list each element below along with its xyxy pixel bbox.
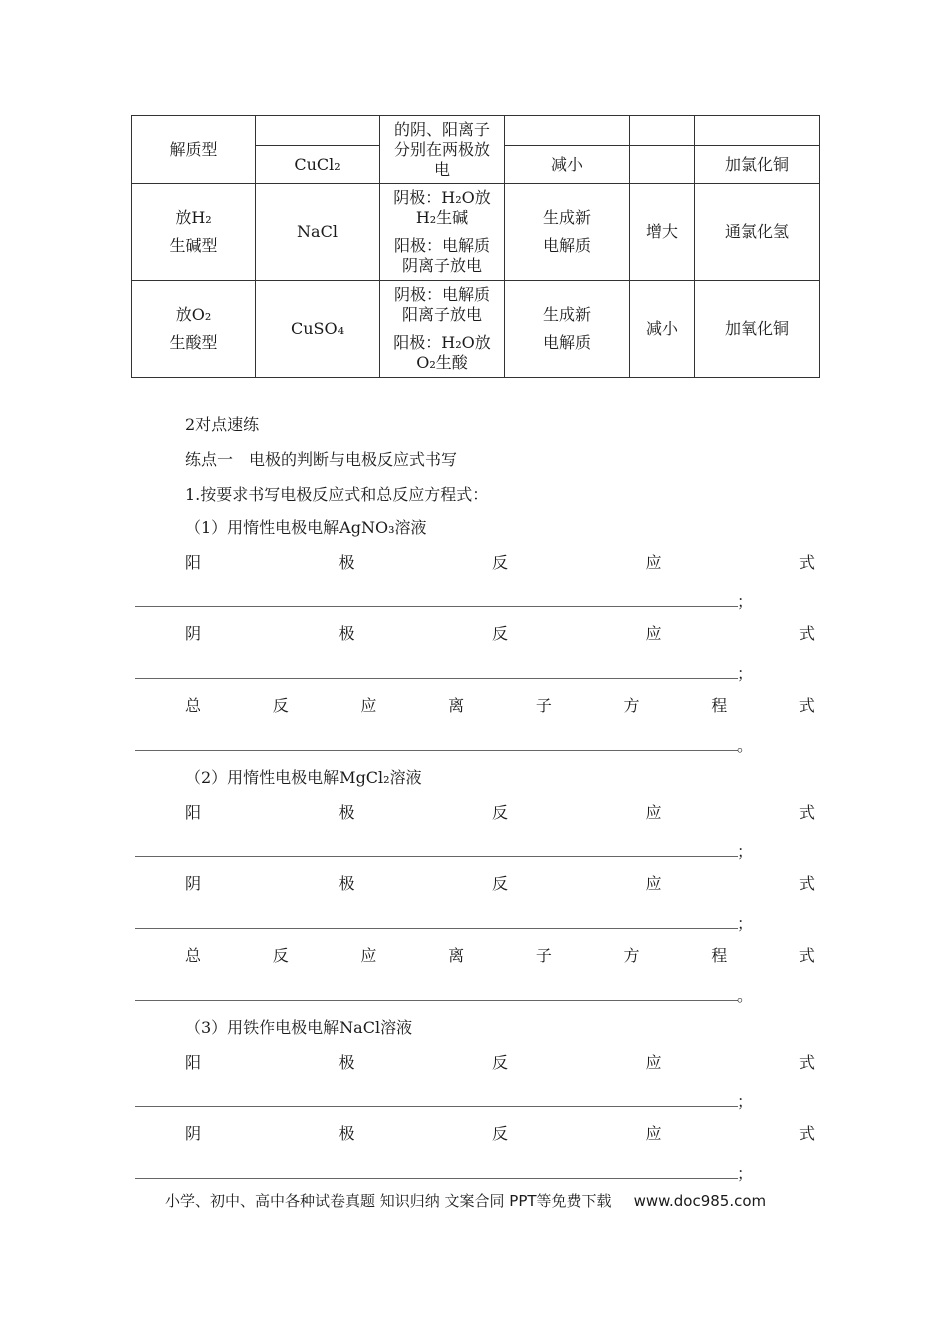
- electrolyte-cell-3: CuSO₄: [256, 281, 380, 378]
- item-label-3: （3）用铁作电极电解NaCl溶液: [185, 1018, 413, 1037]
- semicolon: ；: [737, 914, 754, 933]
- item-label-2: （2）用惰性电极电解MgCl₂溶液: [185, 768, 422, 787]
- footer: [165, 1190, 766, 1212]
- semicolon: ；: [737, 1092, 754, 1111]
- answer-blank[interactable]: [135, 928, 738, 929]
- question-text: 1.按要求书写电极反应式和总反应方程式：: [185, 485, 489, 504]
- answer-blank[interactable]: [135, 750, 738, 751]
- empty-cell: [695, 116, 820, 146]
- ph-cell-2: 增大: [630, 184, 695, 281]
- section-subheading: 练点一 电极的判断与电极反应式书写: [185, 450, 458, 469]
- change-cell-3: 生成新 电解质: [505, 281, 630, 378]
- ph-cell-1: [630, 146, 695, 184]
- cathode-equation-label: 阴 极 反 应 式: [185, 624, 815, 643]
- type-cell-2: 放H₂ 生碱型: [132, 184, 256, 281]
- anode-equation-label: 阳 极 反 应 式: [185, 803, 815, 822]
- footer-text: 小学、初中、高中各种试卷真题 知识归纳 文案合同 PPT等免费下载: [165, 1192, 612, 1210]
- electrolyte-cell-1: CuCl₂: [256, 146, 380, 184]
- section-heading: 2对点速练: [185, 415, 260, 434]
- item-label-1: （1）用惰性电极电解AgNO₃溶液: [185, 518, 427, 537]
- answer-blank[interactable]: [135, 1106, 738, 1107]
- type-cell-3: 放O₂ 生酸型: [132, 281, 256, 378]
- desc-cell-2: 阴极：H₂O放 H₂生碱 阳极：电解质 阴离子放电: [380, 184, 505, 281]
- anode-equation-label: 阳 极 反 应 式: [185, 1053, 815, 1072]
- footer-site-link[interactable]: www.doc985.com: [633, 1192, 767, 1210]
- total-equation-label: 总 反 应 离 子 方 程 式: [185, 696, 815, 715]
- electrolyte-cell-2: NaCl: [256, 184, 380, 281]
- period: 。: [737, 986, 754, 1005]
- period: 。: [737, 736, 754, 755]
- change-cell-1: 减小: [505, 146, 630, 184]
- semicolon: ；: [737, 592, 754, 611]
- desc-cell-1: 的阴、阳离子 分别在两极放 电: [380, 116, 505, 184]
- cathode-equation-label: 阴 极 反 应 式: [185, 1124, 815, 1143]
- anode-equation-label: 阳 极 反 应 式: [185, 553, 815, 572]
- semicolon: ；: [737, 664, 754, 683]
- answer-blank[interactable]: [135, 1000, 738, 1001]
- empty-cell: [505, 116, 630, 146]
- change-cell-2: 生成新 电解质: [505, 184, 630, 281]
- empty-cell: [256, 116, 380, 146]
- answer-blank[interactable]: [135, 856, 738, 857]
- type-cell-1: 解质型: [132, 116, 256, 184]
- empty-cell: [630, 116, 695, 146]
- semicolon: ；: [737, 1164, 754, 1183]
- restore-cell-1: 加氯化铜: [695, 146, 820, 184]
- desc-cell-3: 阴极：电解质 阳离子放电 阳极：H₂O放 O₂生酸: [380, 281, 505, 378]
- semicolon: ；: [737, 842, 754, 861]
- restore-cell-3: 加氧化铜: [695, 281, 820, 378]
- answer-blank[interactable]: [135, 678, 738, 679]
- answer-blank[interactable]: [135, 606, 738, 607]
- cathode-equation-label: 阴 极 反 应 式: [185, 874, 815, 893]
- total-equation-label: 总 反 应 离 子 方 程 式: [185, 946, 815, 965]
- restore-cell-2: 通氯化氢: [695, 184, 820, 281]
- electrolysis-table: [131, 115, 820, 378]
- answer-blank[interactable]: [135, 1178, 738, 1179]
- ph-cell-3: 减小: [630, 281, 695, 378]
